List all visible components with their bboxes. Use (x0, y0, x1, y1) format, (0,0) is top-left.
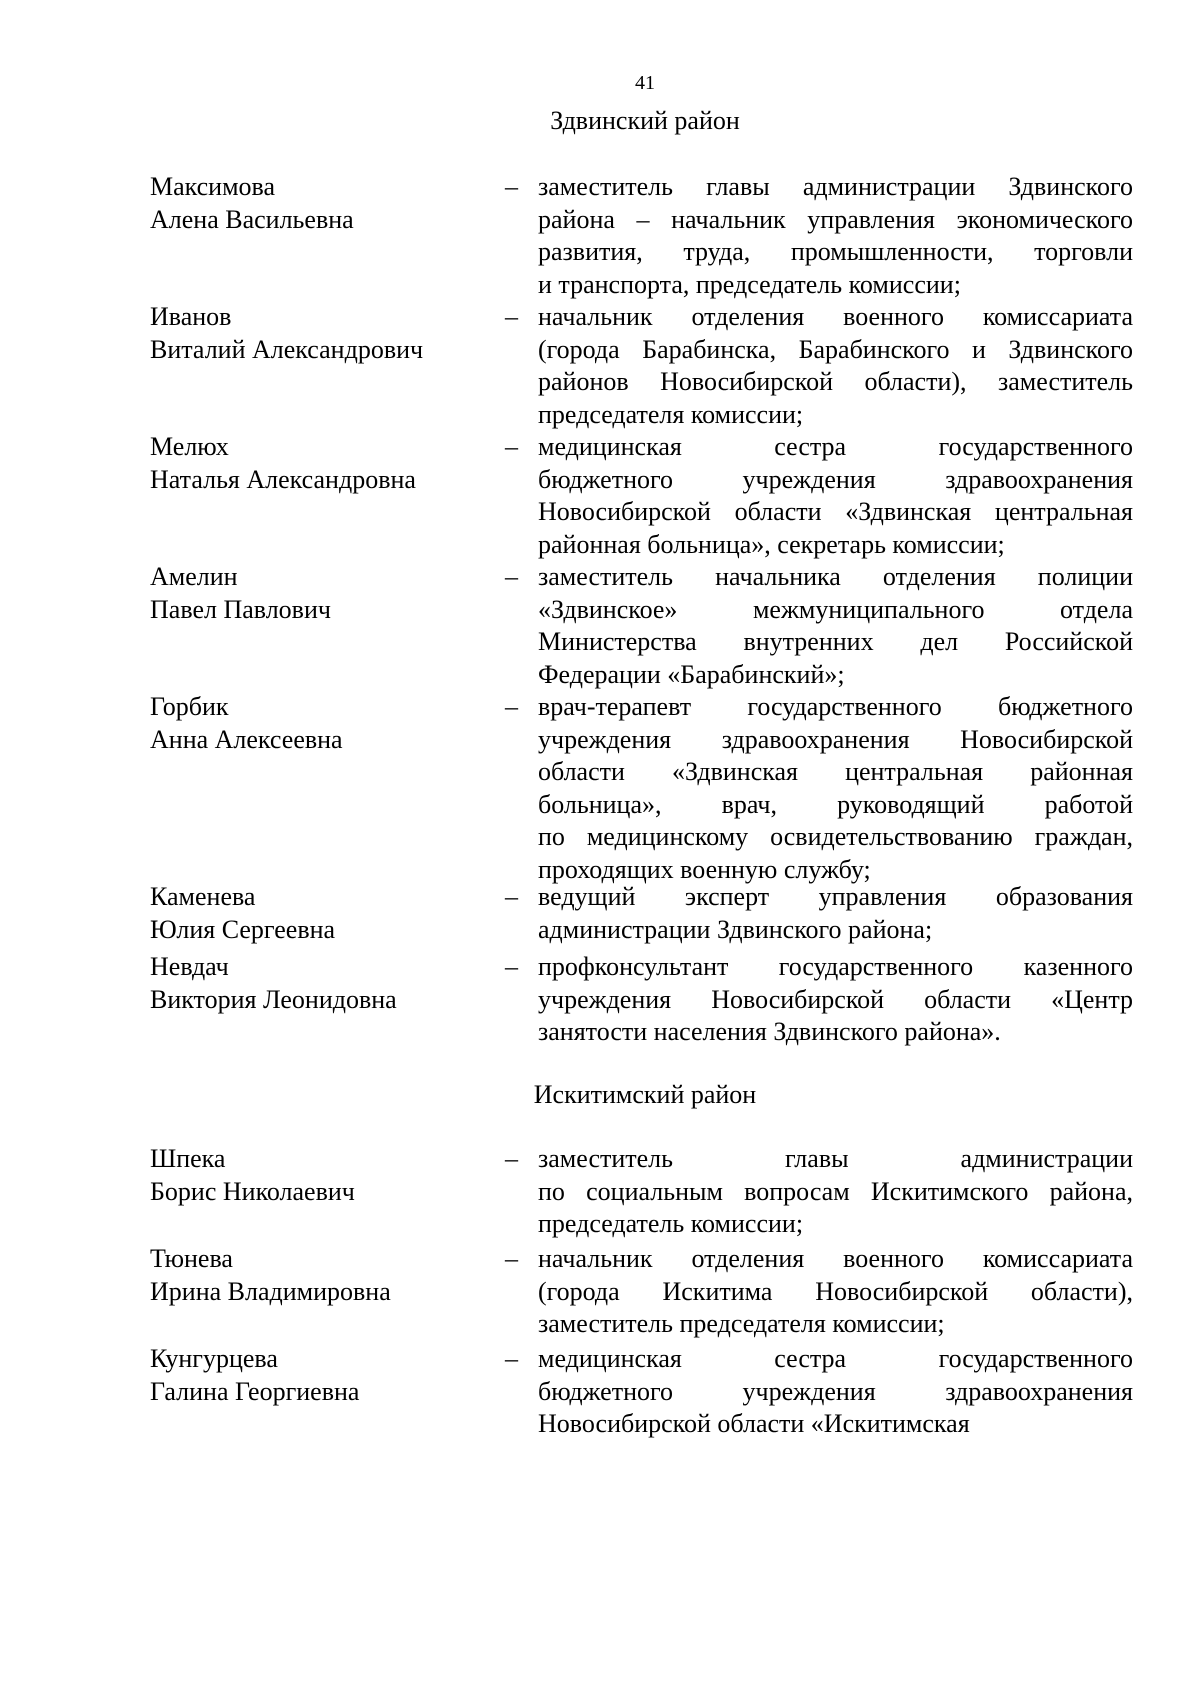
member-name (150, 951, 505, 1049)
dash-separator: – (505, 432, 518, 461)
role-line: районов Новосибирской области), заместитель (538, 367, 1133, 396)
member-surname: Тюнева (150, 1244, 233, 1273)
role-line: занятости населения Здвинского района». (538, 1017, 1001, 1046)
role-line: администрации Здвинского района; (538, 914, 933, 944)
role-line: Новосибирской области «Здвинская центральная (538, 497, 1133, 526)
dash-separator: – (505, 562, 518, 591)
role-line: заместитель председателя комиссии; (538, 1309, 945, 1338)
role-line: (города Искитима Новосибирской области), (538, 1276, 1133, 1306)
member-name (150, 301, 505, 431)
member-name (150, 1143, 505, 1241)
member-role (538, 951, 1133, 1049)
member-name (150, 171, 505, 301)
role-line: Федерации «Барабинский»; (538, 659, 845, 689)
member-entry (150, 431, 1133, 561)
role-line: (города Барабинска, Барабинского и Здвинского (538, 334, 1133, 364)
member-name (150, 881, 505, 946)
section-2 (150, 1078, 1143, 1112)
role-line: заместитель главы администрации Здвинского (538, 172, 1133, 201)
role-line: начальник отделения военного комиссариата (538, 1244, 1133, 1273)
role-line: ведущий эксперт управления образования (538, 882, 1133, 911)
member-surname: Каменева (150, 882, 256, 911)
member-surname: Мелюх (150, 432, 229, 461)
member-given-names: Виталий Александрович (150, 334, 424, 364)
member-given-names: Ирина Владимировна (150, 1276, 391, 1306)
member-entry (150, 561, 1133, 691)
member-entry (150, 1343, 1133, 1441)
member-given-names: Анна Алексеевна (150, 724, 343, 754)
section-title: Искитимский район (533, 1080, 757, 1109)
role-line: по социальным вопросам Искитимского района, (538, 1176, 1133, 1206)
role-line: Министерства внутренних дел Российской (538, 627, 1133, 656)
role-line: учреждения Новосибирской области «Центр (538, 984, 1133, 1014)
member-given-names: Юлия Сергеевна (150, 914, 336, 944)
member-name (150, 431, 505, 561)
member-role (538, 1143, 1133, 1241)
role-line: бюджетного учреждения здравоохранения (538, 464, 1133, 494)
role-line: заместитель главы администрации (538, 1144, 1133, 1173)
member-role (538, 561, 1133, 691)
role-line: района – начальник управления экономического (538, 204, 1133, 234)
member-entry (150, 951, 1133, 1049)
member-surname: Шпека (150, 1144, 226, 1173)
role-line: проходящих военную службу; (538, 854, 871, 884)
member-given-names: Павел Павлович (150, 594, 331, 624)
page-number: 41 (635, 72, 655, 94)
member-role (538, 881, 1133, 946)
role-line: Новосибирской области «Искитимская (538, 1409, 970, 1438)
dash-separator: – (505, 302, 518, 331)
member-given-names: Алена Васильевна (150, 204, 354, 234)
member-surname: Кунгурцева (150, 1344, 278, 1373)
member-surname: Горбик (150, 692, 229, 721)
member-entry (150, 691, 1133, 886)
member-surname: Невдач (150, 952, 229, 981)
member-entry (150, 1143, 1133, 1241)
dash-separator: – (505, 1344, 518, 1373)
member-given-names: Наталья Александровна (150, 464, 416, 494)
member-name (150, 561, 505, 691)
dash-separator: – (505, 882, 518, 911)
member-entry (150, 881, 1133, 946)
role-line: развития, труда, промышленности, торговли (538, 237, 1133, 266)
member-role (538, 1343, 1133, 1441)
role-line: врач-терапевт государственного бюджетного (538, 692, 1133, 721)
member-surname: Иванов (150, 302, 232, 331)
role-line: медицинская сестра государственного (538, 1344, 1133, 1373)
role-line: председателя комиссии; (538, 399, 804, 429)
member-surname: Максимова (150, 172, 276, 201)
member-role (538, 171, 1133, 301)
role-line: по медицинскому освидетельствованию граждан, (538, 822, 1133, 851)
member-role (538, 431, 1133, 561)
role-line: медицинская сестра государственного (538, 432, 1133, 461)
member-role (538, 691, 1133, 886)
dash-separator: – (505, 1144, 518, 1173)
dash-separator: – (505, 172, 518, 201)
section-1 (150, 104, 1143, 138)
role-line: заместитель начальника отделения полиции (538, 562, 1133, 591)
role-line: учреждения здравоохранения Новосибирской (538, 724, 1133, 754)
role-line: районная больница», секретарь комиссии; (538, 529, 1005, 559)
member-name (150, 1343, 505, 1441)
role-line: «Здвинское» межмуниципального отдела (538, 594, 1133, 624)
role-line: больница», врач, руководящий работой (538, 789, 1133, 819)
dash-separator: – (505, 1244, 518, 1273)
member-entry (150, 301, 1133, 431)
dash-separator: – (505, 692, 518, 721)
role-line: и транспорта, председатель комиссии; (538, 269, 961, 299)
role-line: начальник отделения военного комиссариата (538, 302, 1133, 331)
member-name (150, 1243, 505, 1341)
role-line: бюджетного учреждения здравоохранения (538, 1376, 1133, 1406)
role-line: области «Здвинская центральная районная (538, 757, 1133, 786)
member-name (150, 691, 505, 886)
role-line: профконсультант государственного казенного (538, 952, 1133, 981)
member-role (538, 1243, 1133, 1341)
member-entry (150, 171, 1133, 301)
member-surname: Амелин (150, 562, 238, 591)
member-given-names: Виктория Леонидовна (150, 984, 397, 1014)
member-given-names: Галина Георгиевна (150, 1376, 360, 1406)
member-given-names: Борис Николаевич (150, 1176, 355, 1206)
dash-separator: – (505, 952, 518, 981)
role-line: председатель комиссии; (538, 1209, 804, 1238)
member-entry (150, 1243, 1133, 1341)
section-title: Здвинский район (550, 106, 740, 135)
member-role (538, 301, 1133, 431)
